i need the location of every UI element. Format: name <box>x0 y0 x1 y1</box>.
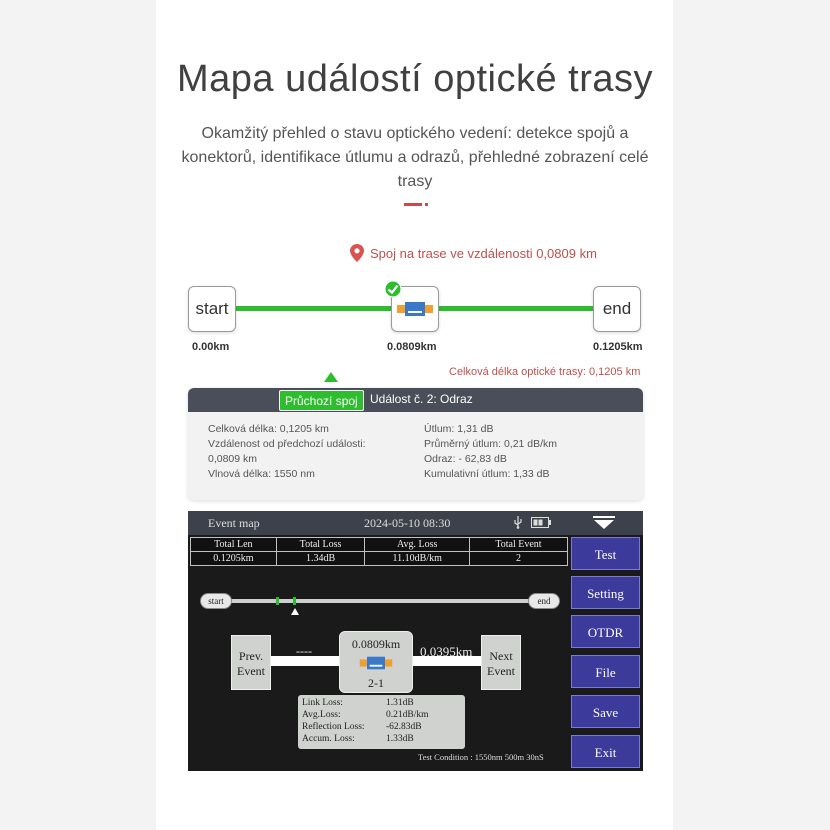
current-event-id: 2-1 <box>368 676 384 690</box>
detail-line: Celková délka: 0,1205 km <box>208 423 329 435</box>
start-node-label: start <box>195 299 229 318</box>
table-header: Total Loss <box>276 538 365 552</box>
file-button[interactable]: File <box>571 655 640 688</box>
detail-line: Vlnová délka: 1550 nm <box>208 468 315 480</box>
table-header: Avg. Loss <box>365 538 470 552</box>
route-line-right <box>438 306 594 311</box>
save-button[interactable]: Save <box>571 695 640 728</box>
current-event-marker <box>291 608 299 615</box>
table-header: Total Len <box>191 538 277 552</box>
setting-button[interactable]: Setting <box>571 576 640 609</box>
map-pin-icon <box>350 244 364 262</box>
event-details-left <box>208 422 366 482</box>
otdr-button[interactable]: OTDR <box>571 615 640 648</box>
info-key: Link Loss: <box>302 698 343 708</box>
event-info-box <box>298 695 465 749</box>
event-tag: Průchozí spoj <box>279 390 364 411</box>
start-distance: 0.00km <box>192 341 230 353</box>
detail-line: Kumulativní útlum: 1,33 dB <box>424 468 550 480</box>
location-note-text: Spoj na trase ve vzdálenosti 0,0809 km <box>370 245 597 261</box>
location-note <box>350 244 597 262</box>
device-screen <box>188 511 643 771</box>
next-event-button[interactable]: Next Event <box>481 635 521 690</box>
connector-icon <box>395 299 435 319</box>
selection-marker <box>324 372 338 382</box>
event-title: Událost č. 2: Odraz <box>370 392 473 406</box>
end-node <box>593 286 641 332</box>
event-panel-header <box>188 388 643 412</box>
track-start[interactable]: start <box>200 593 232 609</box>
info-key: Reflection Loss: <box>302 722 365 732</box>
screen-name: Event map <box>208 516 260 530</box>
event-track <box>218 599 538 603</box>
prev-event-button[interactable]: Prev. Event <box>231 635 271 690</box>
current-event-box <box>339 631 413 693</box>
exit-button[interactable]: Exit <box>571 735 640 768</box>
detail-line: 0,0809 km <box>208 453 258 465</box>
route-line-left <box>236 306 392 311</box>
datetime: 2024-05-10 08:30 <box>364 516 451 530</box>
event-marker-1[interactable] <box>276 597 279 605</box>
start-node <box>188 286 236 332</box>
connector-icon <box>358 654 394 672</box>
end-distance: 0.1205km <box>593 341 643 353</box>
current-event-distance: 0.0809km <box>351 637 401 651</box>
table-cell: 11.10dB/km <box>365 552 470 566</box>
test-condition: Test Condition : 1550nm 500m 30nS <box>418 752 544 762</box>
divider-dash <box>404 203 422 206</box>
info-key: Accum. Loss: <box>302 734 355 744</box>
test-button[interactable]: Test <box>571 537 640 570</box>
total-length-note: Celková délka optické trasy: 0,1205 km <box>449 366 641 378</box>
dashes: ---- <box>296 644 312 658</box>
page-title: Mapa událostí optické trasy <box>176 58 654 100</box>
event-marker-2[interactable] <box>293 597 296 605</box>
mid-distance: 0.0809km <box>387 341 437 353</box>
track-end[interactable]: end <box>528 593 560 609</box>
event-details-right <box>424 422 557 482</box>
page-subtitle: Okamžitý přehled o stavu optického vedení: detekce spojů a konektorů, identifikace útlumu a odrazů, přehledné zobrazení celé trasy <box>181 125 649 190</box>
next-distance: 0.0395km <box>420 644 473 659</box>
table-cell: 0.1205km <box>191 552 277 566</box>
detail-line: Útlum: 1,31 dB <box>424 423 494 435</box>
info-value: 1.33dB <box>386 734 414 744</box>
table-header-row <box>191 538 568 552</box>
battery-icon <box>531 517 551 528</box>
info-value: 1.31dB <box>386 698 414 708</box>
detail-line: Vzdálenost od předchozí události: <box>208 438 366 450</box>
info-key: Avg.Loss: <box>302 710 341 720</box>
table-header: Total Event <box>469 538 567 552</box>
device-status-bar <box>188 511 643 535</box>
table-cell: 1.34dB <box>276 552 365 566</box>
info-value: -62.83dB <box>386 722 422 732</box>
event-panel <box>188 388 643 500</box>
detail-line: Odraz: - 62,83 dB <box>424 453 507 465</box>
check-icon <box>384 280 402 298</box>
info-value: 0.21dB/km <box>386 710 429 720</box>
end-node-label: end <box>602 299 632 318</box>
menu-dropdown-icon[interactable] <box>593 516 615 530</box>
usb-icon <box>513 516 523 529</box>
detail-line: Průměrný útlum: 0,21 dB/km <box>424 438 558 450</box>
table-row <box>191 552 568 566</box>
table-cell: 2 <box>469 552 567 566</box>
summary-table <box>190 537 568 566</box>
